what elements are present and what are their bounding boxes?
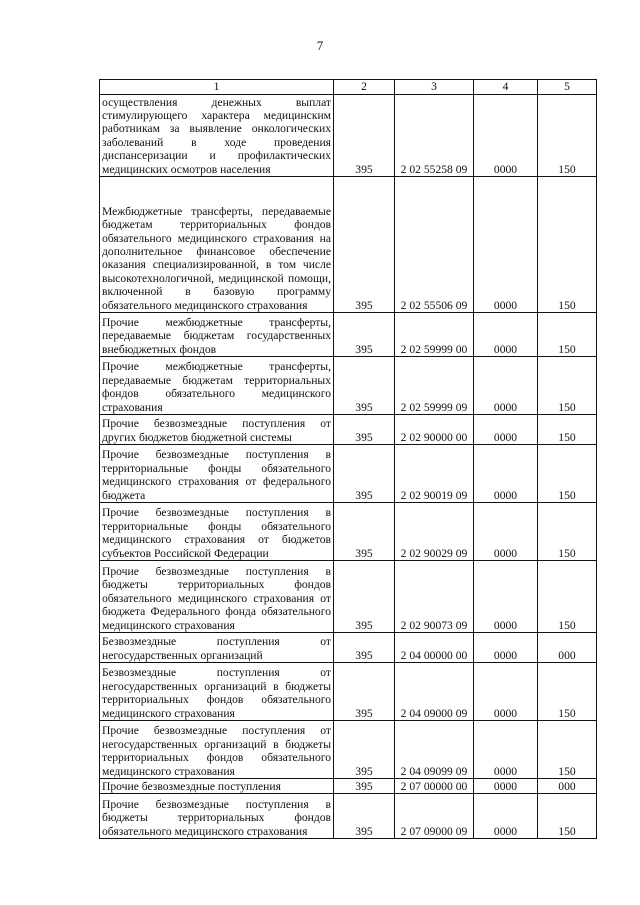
row-revenue-code-cell: 2 04 09000 09 (395, 663, 474, 721)
table-row (100, 415, 597, 445)
row-admin-code-cell: 395 (334, 779, 395, 794)
page-number: 7 (316, 38, 324, 53)
table-row (100, 663, 597, 721)
row-admin-code-cell: 395 (334, 561, 395, 633)
row-name-cell: Прочие безвозмездные поступления от других бюджетов бюджетной системы (100, 415, 334, 445)
row-economic-code-cell: 150 (538, 663, 597, 721)
row-program-code-cell: 0000 (474, 177, 538, 313)
row-program-code-cell: 0000 (474, 561, 538, 633)
row-name-cell: Прочие безвозмездные поступления в бюджеты территориальных фондов обязательного медицинского страхования (100, 794, 334, 839)
column-header-5: 5 (538, 80, 597, 95)
row-revenue-code-cell: 2 04 09099 09 (395, 721, 474, 779)
row-economic-code-cell: 150 (538, 445, 597, 503)
row-name-cell: Безвозмездные поступления от негосударственных организаций в бюджеты территориальных фондов обязательного медицинского страхования (100, 663, 334, 721)
table-row (100, 95, 597, 177)
row-admin-code-cell: 395 (334, 177, 395, 313)
row-revenue-code-cell: 2 02 90019 09 (395, 445, 474, 503)
row-name-cell: Прочие безвозмездные поступления в бюджеты территориальных фондов обязательного медицинского страхования от бюджета Федерального фонда обязательного медицинского страхования (100, 561, 334, 633)
row-name-cell: Прочие безвозмездные поступления (100, 779, 334, 794)
row-economic-code-cell: 150 (538, 95, 597, 177)
row-name-cell: Прочие безвозмездные поступления в территориальные фонды обязательного медицинского страхования от бюджетов субъектов Российской Федерации (100, 503, 334, 561)
table-header-row (100, 80, 597, 95)
row-program-code-cell: 0000 (474, 445, 538, 503)
row-name-cell: Прочие межбюджетные трансферты, передаваемые бюджетам территориальных фондов обязательного медицинского страхования (100, 357, 334, 415)
row-admin-code-cell: 395 (334, 503, 395, 561)
row-economic-code-cell: 150 (538, 721, 597, 779)
row-economic-code-cell: 150 (538, 313, 597, 357)
row-program-code-cell: 0000 (474, 415, 538, 445)
row-revenue-code-cell: 2 02 59999 09 (395, 357, 474, 415)
row-economic-code-cell: 150 (538, 177, 597, 313)
row-program-code-cell: 0000 (474, 503, 538, 561)
row-program-code-cell: 0000 (474, 95, 538, 177)
row-program-code-cell: 0000 (474, 663, 538, 721)
column-header-3: 3 (395, 80, 474, 95)
revenue-classification-table (99, 79, 597, 839)
table-row (100, 721, 597, 779)
row-name-cell: Межбюджетные трансферты, передаваемые бюджетам территориальных фондов обязательного медицинского страхования на дополнительное финансовое обеспечение оказания специализированной, в том числе высокотехнологичной, медицинской помощи, включенной в базовую программу обязательного медицинского страхования (100, 177, 334, 313)
table-row (100, 779, 597, 794)
row-program-code-cell: 0000 (474, 721, 538, 779)
row-admin-code-cell: 395 (334, 633, 395, 663)
row-economic-code-cell: 150 (538, 503, 597, 561)
row-name-cell: Прочие межбюджетные трансферты, передаваемые бюджетам государственных внебюджетных фондов (100, 313, 334, 357)
row-name-cell: Безвозмездные поступления от негосударственных организаций (100, 633, 334, 663)
row-economic-code-cell: 150 (538, 794, 597, 839)
row-revenue-code-cell: 2 02 55506 09 (395, 177, 474, 313)
table-row (100, 503, 597, 561)
row-admin-code-cell: 395 (334, 95, 395, 177)
table-row (100, 633, 597, 663)
column-header-4: 4 (474, 80, 538, 95)
row-revenue-code-cell: 2 02 55258 09 (395, 95, 474, 177)
row-admin-code-cell: 395 (334, 357, 395, 415)
table-row (100, 445, 597, 503)
row-revenue-code-cell: 2 07 09000 09 (395, 794, 474, 839)
row-name-cell: Прочие безвозмездные поступления от негосударственных организаций в бюджеты территориальных фондов обязательного медицинского страхования (100, 721, 334, 779)
row-economic-code-cell: 150 (538, 357, 597, 415)
table-row (100, 313, 597, 357)
table-row (100, 794, 597, 839)
table-row (100, 177, 597, 313)
column-header-2: 2 (334, 80, 395, 95)
row-program-code-cell: 0000 (474, 794, 538, 839)
row-admin-code-cell: 395 (334, 313, 395, 357)
table-row (100, 357, 597, 415)
row-revenue-code-cell: 2 07 00000 00 (395, 779, 474, 794)
row-economic-code-cell: 150 (538, 561, 597, 633)
row-economic-code-cell: 150 (538, 415, 597, 445)
row-economic-code-cell: 000 (538, 779, 597, 794)
table-row (100, 561, 597, 633)
row-admin-code-cell: 395 (334, 415, 395, 445)
row-admin-code-cell: 395 (334, 794, 395, 839)
row-program-code-cell: 0000 (474, 357, 538, 415)
row-revenue-code-cell: 2 02 59999 00 (395, 313, 474, 357)
row-revenue-code-cell: 2 02 90029 09 (395, 503, 474, 561)
row-program-code-cell: 0000 (474, 779, 538, 794)
row-name-cell: осуществления денежных выплат стимулирующего характера медицинским работникам за выявление онкологических заболеваний в ходе проведения диспансеризации и профилактических медицинских осмотров населения (100, 95, 334, 177)
row-admin-code-cell: 395 (334, 663, 395, 721)
row-admin-code-cell: 395 (334, 445, 395, 503)
row-revenue-code-cell: 2 02 90000 00 (395, 415, 474, 445)
row-program-code-cell: 0000 (474, 313, 538, 357)
row-revenue-code-cell: 2 02 90073 09 (395, 561, 474, 633)
row-program-code-cell: 0000 (474, 633, 538, 663)
row-economic-code-cell: 000 (538, 633, 597, 663)
row-admin-code-cell: 395 (334, 721, 395, 779)
column-header-1: 1 (100, 80, 334, 95)
row-name-cell: Прочие безвозмездные поступления в территориальные фонды обязательного медицинского страхования от федерального бюджета (100, 445, 334, 503)
row-revenue-code-cell: 2 04 00000 00 (395, 633, 474, 663)
